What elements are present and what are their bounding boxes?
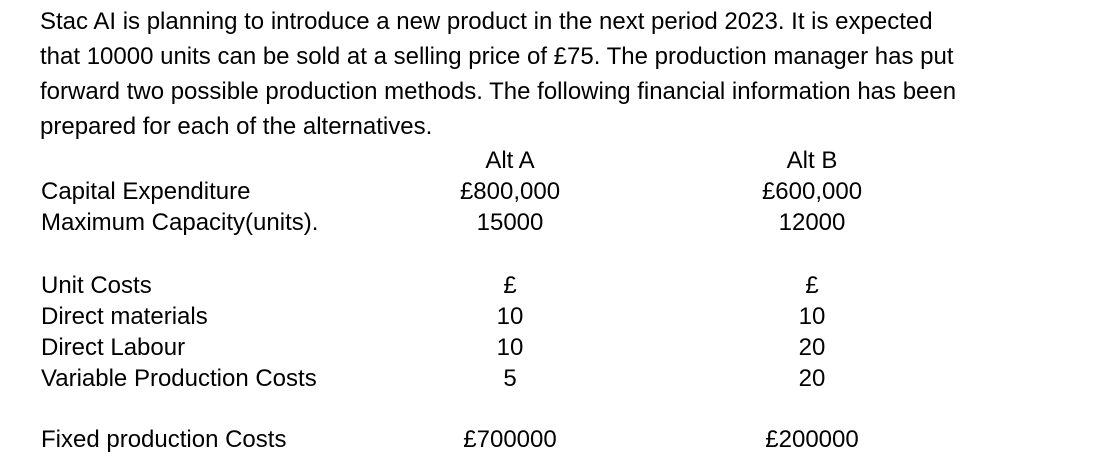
direct-materials-alt-b: 10 — [798, 303, 826, 330]
maximum-capacity-label: Maximum Capacity(units). — [41, 209, 319, 236]
unit-costs-alt-a: £ — [503, 272, 517, 299]
intro-line-4: prepared for each of the alternatives. — [40, 113, 433, 140]
capital-expenditure-label: Capital Expenditure — [41, 178, 251, 205]
fixed-production-costs-alt-b: £200000 — [765, 426, 859, 453]
header-alt-b: Alt B — [786, 147, 838, 174]
maximum-capacity-alt-b: 12000 — [778, 209, 846, 236]
variable-production-costs-alt-b: 20 — [798, 365, 826, 392]
variable-production-costs-alt-a: 5 — [503, 365, 517, 392]
variable-production-costs-label: Variable Production Costs — [41, 365, 317, 392]
intro-line-1: Stac AI is planning to introduce a new product in the next period 2023. It is expected — [40, 8, 933, 35]
fixed-production-costs-label: Fixed production Costs — [41, 426, 287, 453]
unit-costs-label: Unit Costs — [41, 272, 152, 299]
header-alt-a: Alt A — [485, 147, 535, 174]
direct-labour-alt-a: 10 — [496, 334, 524, 361]
direct-labour-label: Direct Labour — [41, 334, 186, 361]
capital-expenditure-alt-a: £800,000 — [459, 178, 561, 205]
capital-expenditure-alt-b: £600,000 — [761, 178, 863, 205]
direct-materials-label: Direct materials — [41, 303, 208, 330]
intro-paragraph — [40, 4, 1080, 144]
intro-line-2: that 10000 units can be sold at a selling price of £75. The production manager has put — [40, 43, 954, 70]
unit-costs-alt-b: £ — [805, 272, 819, 299]
direct-materials-alt-a: 10 — [496, 303, 524, 330]
direct-labour-alt-b: 20 — [798, 334, 826, 361]
intro-line-3: forward two possible production methods. The following financial information has been — [40, 78, 957, 105]
fixed-production-costs-alt-a: £700000 — [463, 426, 557, 453]
maximum-capacity-alt-a: 15000 — [476, 209, 544, 236]
